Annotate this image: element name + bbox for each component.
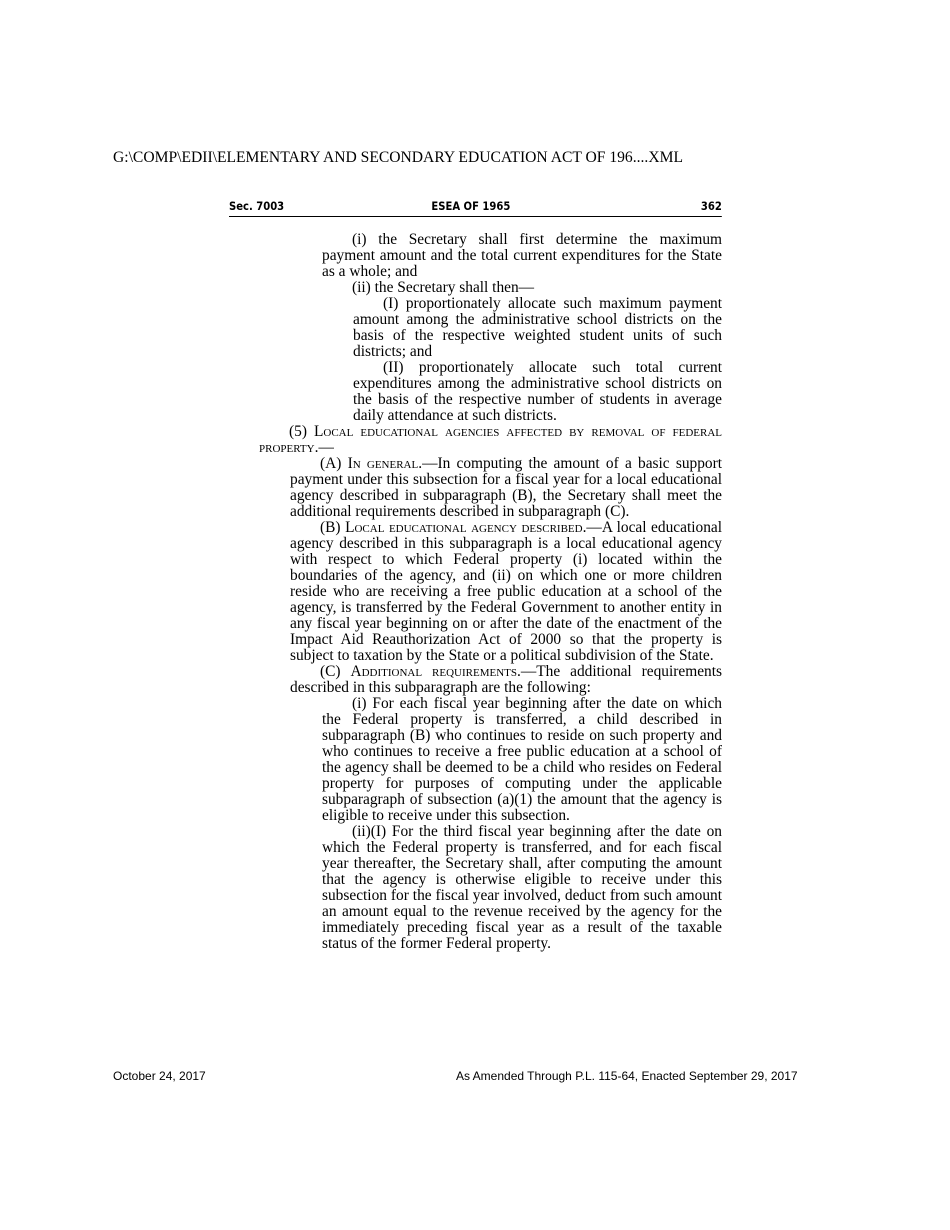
paragraph-5 xyxy=(259,424,722,456)
clause-C-i: (i) For each fiscal year beginning after the date on which the Federal property is transferred, a child described in subparagraph (B) who continues to reside on such property and who continues to receive a free public education at a school of the agency shall be deemed to be a child who resides on Federal property for purposes of computing under the applicable subparagraph of subsection (a)(1) the amount that the agency is eligible to receive under this subsection. xyxy=(322,695,722,824)
subparagraph-A-text: —In computing the amount of a basic support payment under this subsection for a fiscal year for a local educational agency described in subparagraph (B), the Secretary shall meet the additional requirements described in subparagraph (C). xyxy=(290,455,723,520)
section-number: Sec. 7003 xyxy=(229,199,285,213)
subparagraph-A-letter: (A) xyxy=(320,455,348,472)
page-number: 362 xyxy=(700,199,722,213)
subparagraph-A xyxy=(290,456,722,520)
file-path: G:\COMP\EDII\ELEMENTARY AND SECONDARY EDUCATION ACT OF 196....XML xyxy=(113,149,683,166)
subparagraph-A-heading: In general. xyxy=(347,455,423,472)
paragraph-5-text: — xyxy=(318,439,334,456)
subparagraph-C-text: —The additional requirements described in this subparagraph are the following: xyxy=(290,663,722,696)
clause-i: (i) the Secretary shall first determine the maximum payment amount and the total current expenditures for the State as a whole; and xyxy=(322,231,722,280)
footer-date: October 24, 2017 xyxy=(113,1069,206,1083)
running-head xyxy=(229,197,722,217)
subparagraph-C xyxy=(290,664,722,696)
subparagraph-B-letter: (B) xyxy=(320,519,346,536)
paragraph-5-heading: Local educational agencies affected by removal of federal property. xyxy=(259,423,722,456)
subparagraph-C-heading: Additional requirements. xyxy=(350,663,521,680)
statute-body xyxy=(0,232,950,952)
subparagraph-B-text: —A local educational agency described in this subparagraph is a local educational agency with respect to which Federal property (i) located within the boundaries of the agency, and (ii) on which one or more children reside who are receiving a free public education at a school of the agency, is transferred by the Federal Government to another entity in any fiscal year beginning on or after the date of the enactment of the Impact Aid Reauthorization Act of 2000 so that the property is subject to taxation by the State or a political subdivision of the State. xyxy=(290,519,722,664)
act-title: ESEA OF 1965 xyxy=(431,199,511,213)
subclause-I: (I) proportionately allocate such maximum payment amount among the administrative school districts on the basis of the respective weighted student units of such districts; and xyxy=(353,295,722,360)
clause-ii: (ii) the Secretary shall then— xyxy=(352,279,535,296)
subparagraph-B xyxy=(290,520,722,664)
subparagraph-B-heading: Local educational agency described. xyxy=(345,519,587,536)
clause-C-ii-I: (ii)(I) For the third fiscal year beginning after the date on which the Federal property is transferred, and for each fiscal year thereafter, the Secretary shall, after computing the amount that the agency is otherwise eligible to receive under this subsection for the fiscal year involved, deduct from such amount an amount equal to the revenue received by the agency for the immediately preceding fiscal year as a result of the taxable status of the former Federal property. xyxy=(322,823,722,952)
footer-amended-through: As Amended Through P.L. 115-64, Enacted September 29, 2017 xyxy=(456,1069,798,1083)
paragraph-5-number: (5) xyxy=(289,423,314,440)
subparagraph-C-letter: (C) xyxy=(320,663,351,680)
subclause-II: (II) proportionately allocate such total current expenditures among the administrative school districts on the basis of the respective number of students in average daily attendance at such districts. xyxy=(353,359,722,424)
